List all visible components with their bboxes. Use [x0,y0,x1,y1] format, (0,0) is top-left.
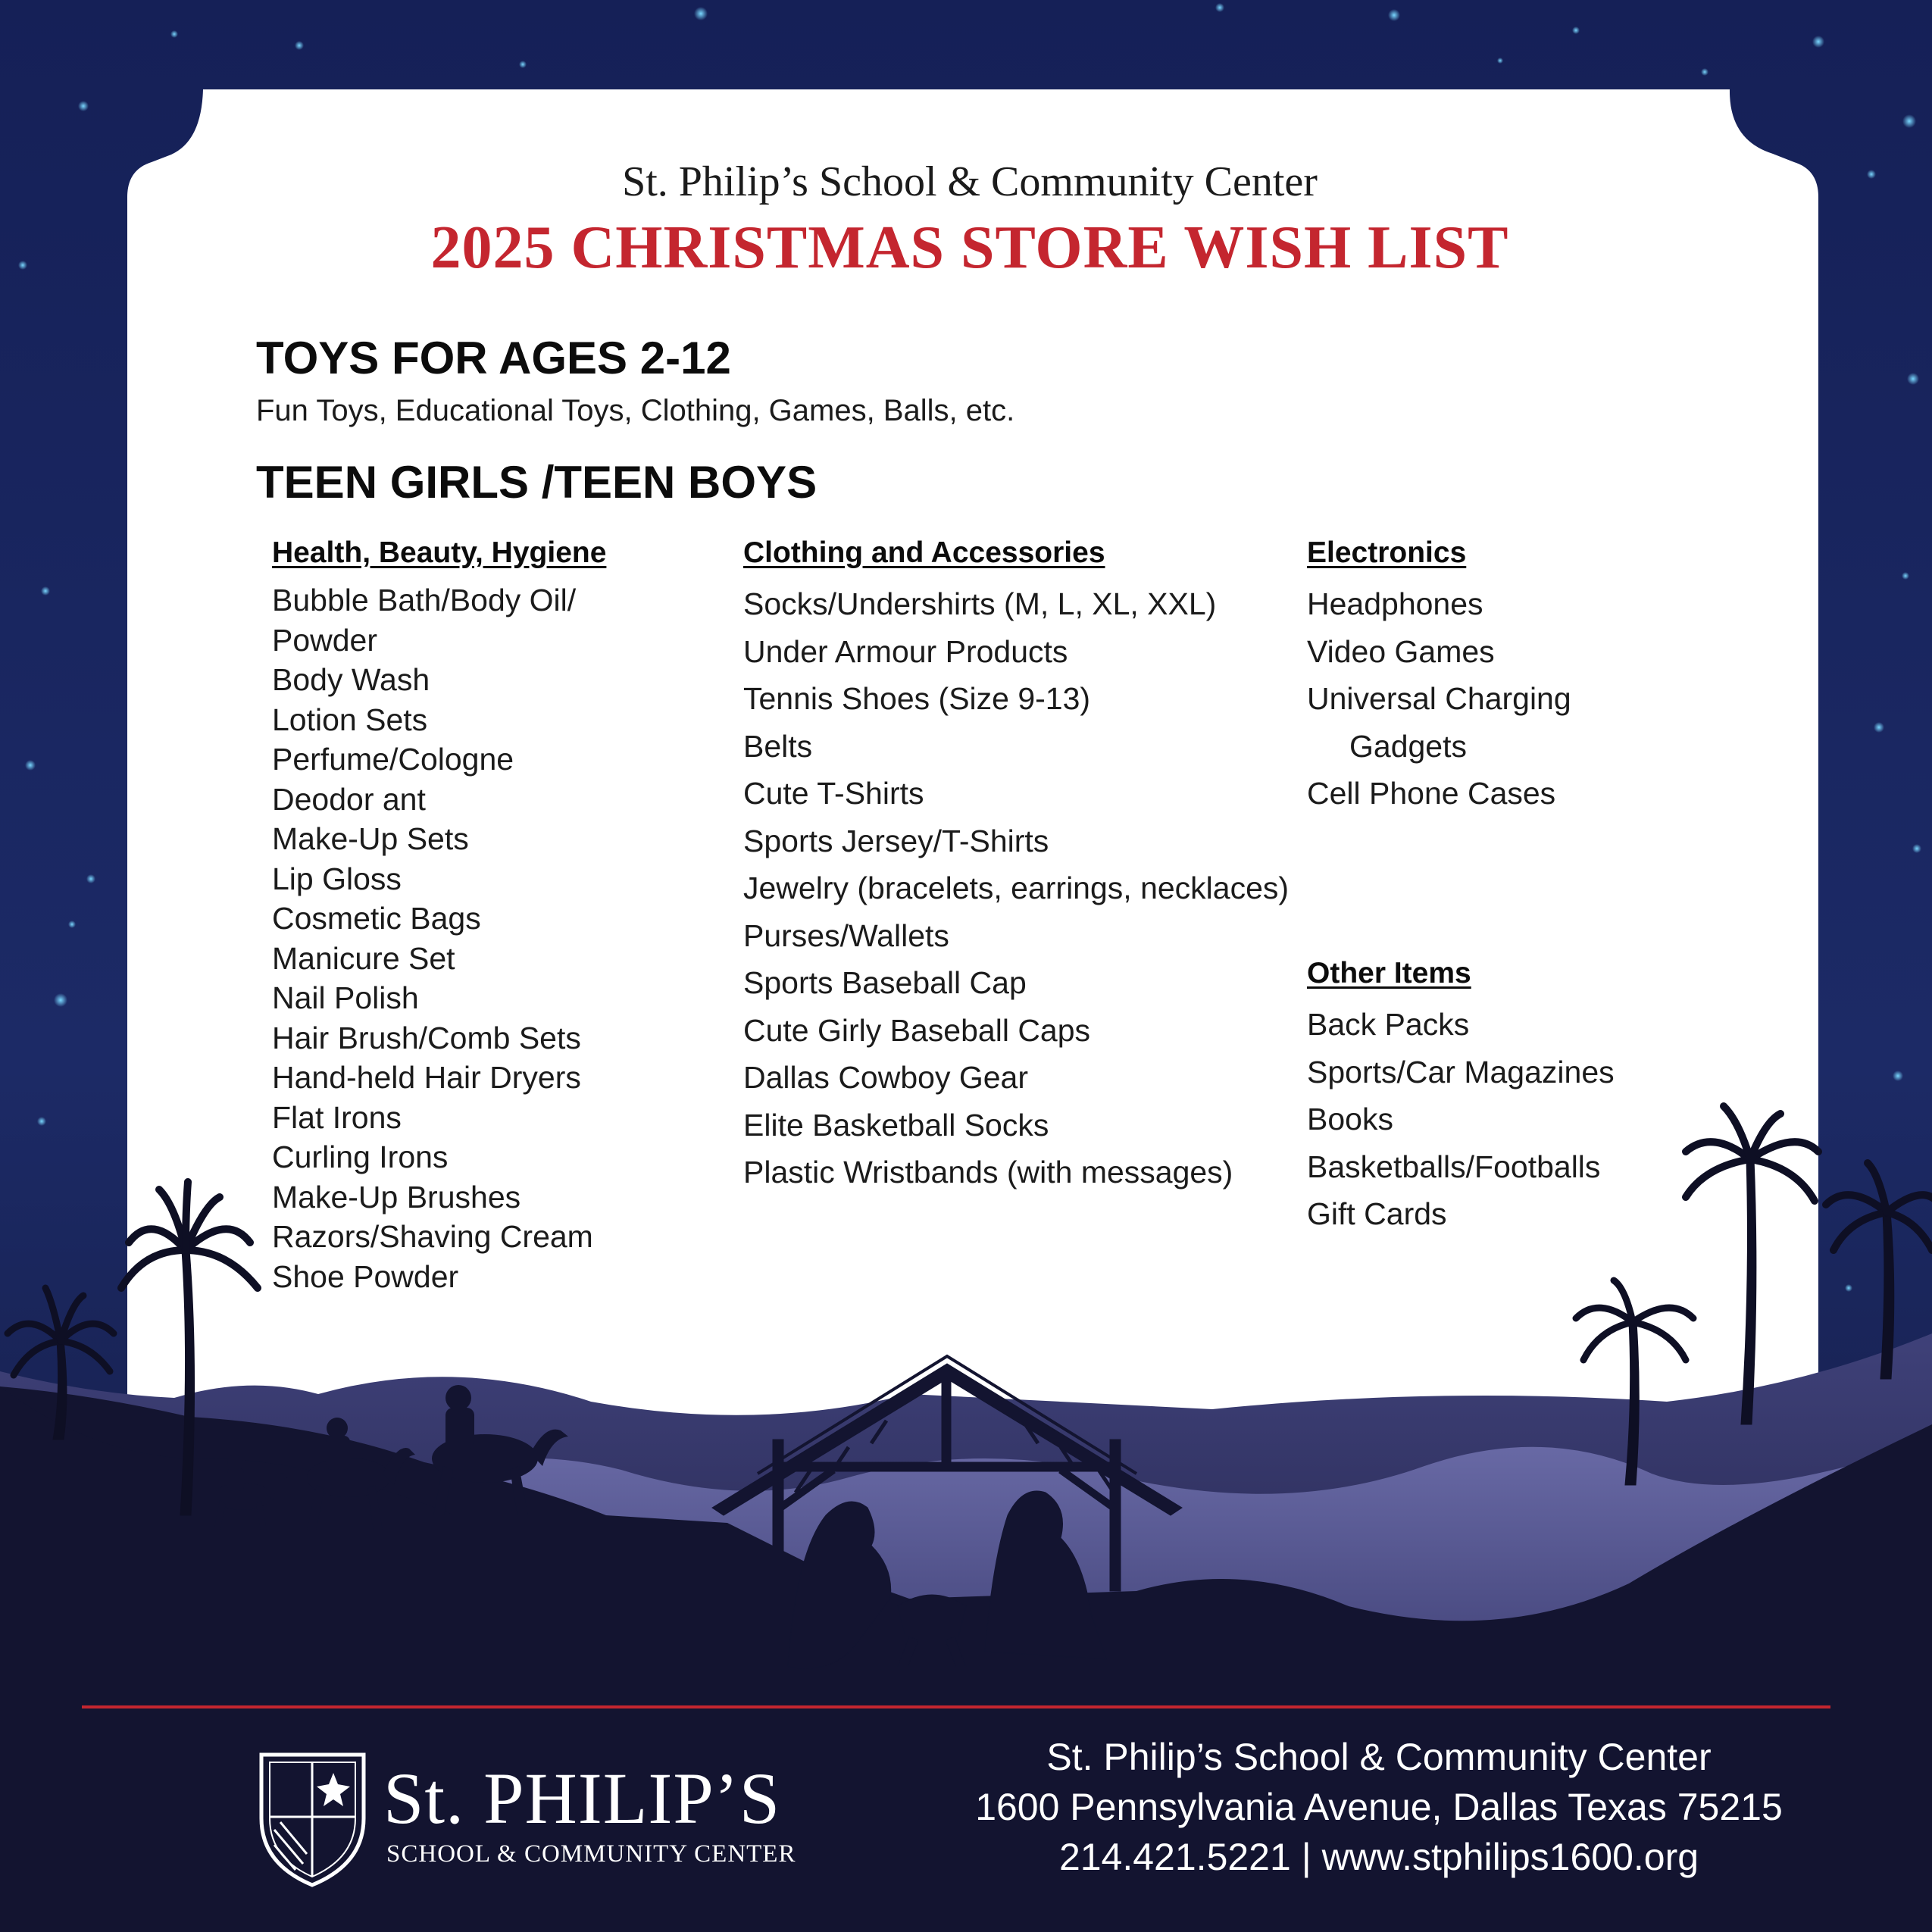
list-item: Bubble Bath/Body Oil/ [272,583,577,617]
list-item: Back Packs [1307,1007,1470,1042]
health-beauty-column [272,536,606,1296]
other-items-column [1307,957,1615,1238]
list-item: Purses/Wallets [743,918,949,953]
list-item: Sports Baseball Cap [743,965,1027,1000]
footer-divider [82,1705,1830,1708]
logo-subtitle: SCHOOL & COMMUNITY CENTER [386,1840,796,1868]
list-item: Universal Charging [1307,681,1571,716]
electronics-column [1307,536,1571,818]
list-item: Sports/Car Magazines [1307,1054,1615,1089]
list-item: Flat Irons [272,1099,402,1135]
list-item: Socks/Undershirts (M, L, XL, XXL) [743,586,1217,621]
clothing-accessories-heading: Clothing and Accessories [743,536,1105,569]
list-item: Hair Brush/Comb Sets [272,1020,581,1055]
list-item: Cute T-Shirts [743,776,924,811]
clothing-accessories-column [743,536,1289,1196]
organization-header: St. Philip’s School & Community Center [622,158,1318,205]
logo-wordmark: St. PHILIP’S [383,1758,781,1839]
list-item: Elite Basketball Socks [743,1107,1049,1143]
list-item: Dallas Cowboy Gear [743,1060,1028,1095]
list-item: Manicure Set [272,940,455,976]
footer-address: 1600 Pennsylvania Avenue, Dallas Texas 75215 [975,1786,1783,1828]
list-item: Lotion Sets [272,702,428,737]
electronics-heading: Electronics [1307,536,1467,569]
list-item: Razors/Shaving Cream [272,1219,593,1254]
list-item: Cute Girly Baseball Caps [743,1012,1091,1048]
list-item: Curling Irons [272,1140,449,1174]
list-item: Plastic Wristbands (with messages) [743,1155,1233,1190]
list-item: Under Armour Products [743,633,1068,669]
list-item: Gift Cards [1307,1196,1447,1231]
list-item: Perfume/Cologne [272,742,514,777]
list-item: Basketballs/Footballs [1307,1149,1601,1184]
list-item: Hand-held Hair Dryers [272,1060,581,1095]
list-item: Shoe Powder [272,1258,459,1294]
list-item: Powder [272,622,378,658]
list-item: Books [1307,1102,1393,1136]
list-item: Headphones [1307,586,1483,621]
other-items-list [1307,1001,1615,1238]
other-items-heading: Other Items [1307,957,1471,989]
toys-subtitle: Fun Toys, Educational Toys, Clothing, Games, Balls, etc. [256,394,1015,427]
list-item: Cell Phone Cases [1307,776,1556,811]
toys-heading: TOYS FOR AGES 2-12 [256,333,731,383]
list-item: Nail Polish [272,980,419,1015]
footer-contact-block [886,1732,1871,1882]
electronics-list [1307,580,1571,818]
list-item: Deodor ant [272,781,426,817]
clothing-accessories-list [743,580,1289,1196]
list-item: Body Wash [272,662,430,697]
footer-org-name: St. Philip’s School & Community Center [1046,1736,1712,1778]
teens-heading: TEEN GIRLS /TEEN BOYS [256,457,818,508]
list-item: Cosmetic Bags [272,901,481,936]
list-item: Lip Gloss [272,861,402,896]
list-item: Video Games [1307,633,1495,669]
list-item: Sports Jersey/T-Shirts [743,823,1049,858]
list-item: Tennis Shoes (Size 9-13) [743,681,1091,716]
list-item: Make-Up Sets [272,821,469,856]
footer-contact[interactable]: 214.421.5221 | www.stphilips1600.org [1058,1836,1699,1878]
list-item: Gadgets [1349,728,1467,764]
list-item: Make-Up Brushes [272,1179,521,1215]
health-beauty-list [272,580,606,1296]
list-item: Belts [743,728,813,764]
health-beauty-heading: Health, Beauty, Hygiene [272,536,607,569]
list-item: Jewelry (bracelets, earrings, necklaces) [743,871,1290,905]
page-title: 2025 CHRISTMAS STORE WISH LIST [430,214,1509,281]
